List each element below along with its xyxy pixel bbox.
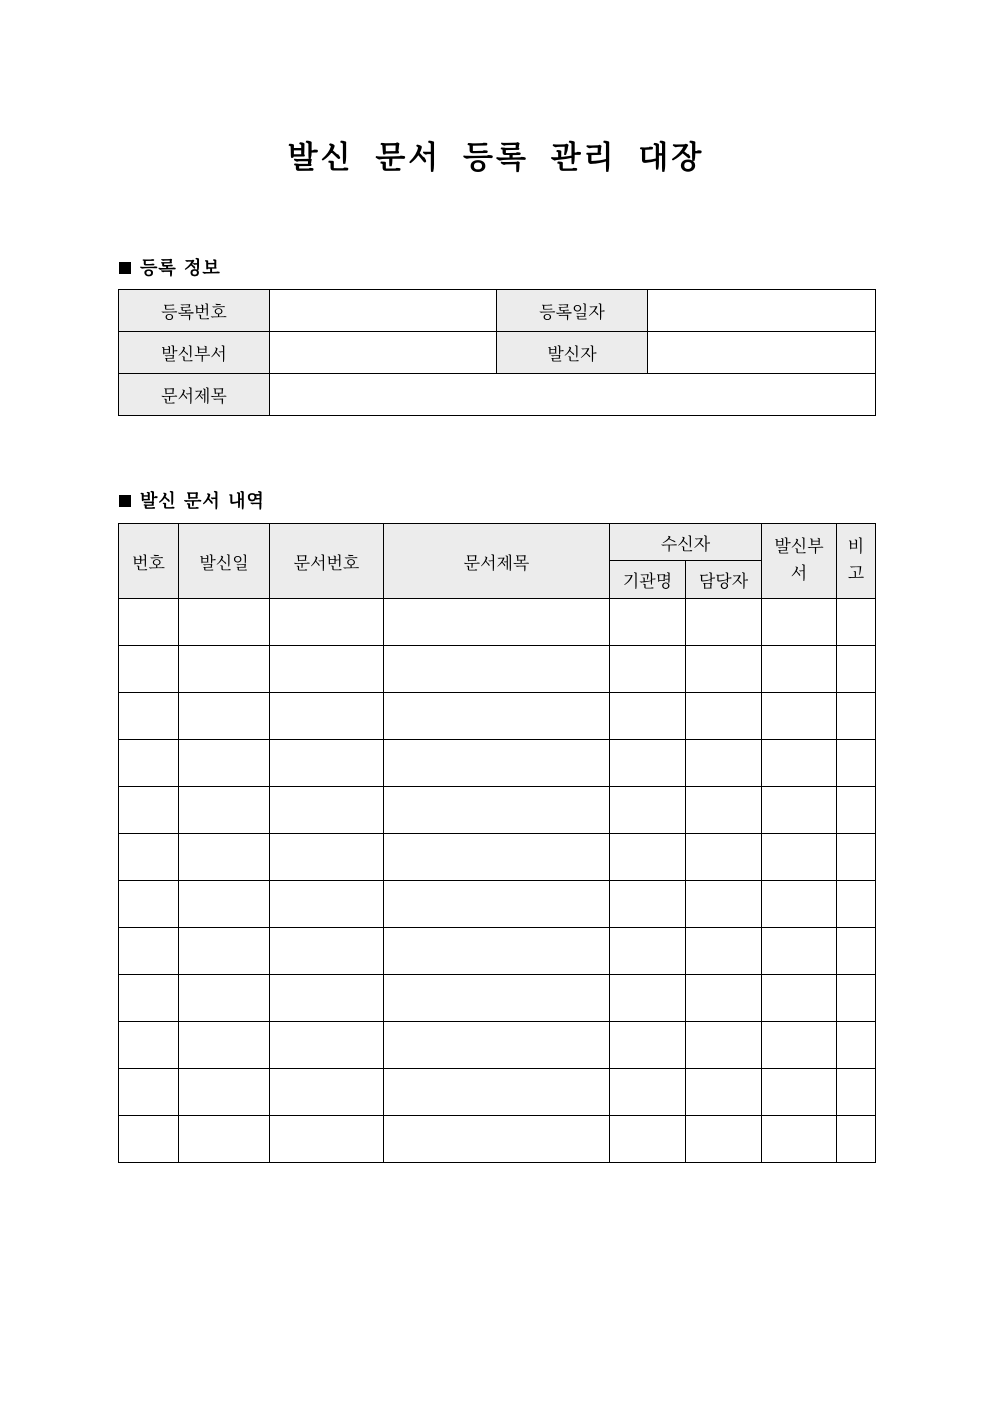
cell-agency[interactable] xyxy=(610,740,686,787)
cell-sending-dept[interactable] xyxy=(762,975,837,1022)
col-header-doc-number: 문서번호 xyxy=(270,524,384,599)
cell-doc-title[interactable] xyxy=(384,693,610,740)
cell-sending-dept[interactable] xyxy=(762,646,837,693)
cell-remarks[interactable] xyxy=(837,928,876,975)
cell-agency[interactable] xyxy=(610,881,686,928)
cell-remarks[interactable] xyxy=(837,1116,876,1163)
cell-doc-number[interactable] xyxy=(270,599,384,646)
cell-no[interactable] xyxy=(119,1116,179,1163)
cell-remarks[interactable] xyxy=(837,1069,876,1116)
cell-no[interactable] xyxy=(119,787,179,834)
cell-no[interactable] xyxy=(119,740,179,787)
cell-person-in-charge[interactable] xyxy=(686,787,762,834)
table-row xyxy=(119,881,876,928)
cell-doc-title[interactable] xyxy=(384,1069,610,1116)
cell-doc-number[interactable] xyxy=(270,881,384,928)
sending-dept-label: 발신부서 xyxy=(119,332,270,374)
cell-no[interactable] xyxy=(119,646,179,693)
cell-doc-title[interactable] xyxy=(384,1022,610,1069)
cell-agency[interactable] xyxy=(610,693,686,740)
cell-doc-number[interactable] xyxy=(270,740,384,787)
reg-number-label: 등록번호 xyxy=(119,290,270,332)
cell-agency[interactable] xyxy=(610,787,686,834)
remarks-header-line2: 고 xyxy=(847,564,865,584)
col-header-person-in-charge: 담당자 xyxy=(686,561,762,599)
sender-field[interactable] xyxy=(648,332,876,374)
cell-send-date[interactable] xyxy=(179,834,270,881)
sending-dept-header-line2: 서 xyxy=(790,564,808,584)
cell-send-date[interactable] xyxy=(179,975,270,1022)
col-header-agency: 기관명 xyxy=(610,561,686,599)
sent-documents-table xyxy=(118,523,876,1163)
registration-row xyxy=(119,374,876,416)
square-bullet-icon xyxy=(119,495,131,507)
cell-sending-dept[interactable] xyxy=(762,928,837,975)
table-row xyxy=(119,740,876,787)
cell-person-in-charge[interactable] xyxy=(686,1069,762,1116)
table-row xyxy=(119,1069,876,1116)
cell-no[interactable] xyxy=(119,1022,179,1069)
cell-doc-number[interactable] xyxy=(270,693,384,740)
table-row xyxy=(119,834,876,881)
cell-doc-number[interactable] xyxy=(270,834,384,881)
cell-no[interactable] xyxy=(119,834,179,881)
table-row xyxy=(119,1116,876,1163)
cell-agency[interactable] xyxy=(610,834,686,881)
cell-person-in-charge[interactable] xyxy=(686,975,762,1022)
col-header-send-date: 발신일 xyxy=(179,524,270,599)
registration-info-table xyxy=(118,289,876,416)
cell-sending-dept[interactable] xyxy=(762,599,837,646)
documents-section-heading xyxy=(119,487,265,513)
cell-person-in-charge[interactable] xyxy=(686,599,762,646)
table-row xyxy=(119,928,876,975)
cell-doc-number[interactable] xyxy=(270,1116,384,1163)
documents-table-body xyxy=(119,599,876,1163)
cell-send-date[interactable] xyxy=(179,646,270,693)
cell-no[interactable] xyxy=(119,1069,179,1116)
table-row xyxy=(119,1022,876,1069)
cell-sending-dept[interactable] xyxy=(762,1116,837,1163)
cell-doc-number[interactable] xyxy=(270,928,384,975)
square-bullet-icon xyxy=(119,262,131,274)
cell-agency[interactable] xyxy=(610,1022,686,1069)
cell-remarks[interactable] xyxy=(837,740,876,787)
cell-person-in-charge[interactable] xyxy=(686,1022,762,1069)
cell-send-date[interactable] xyxy=(179,1022,270,1069)
doc-title-field[interactable] xyxy=(270,374,876,416)
cell-remarks[interactable] xyxy=(837,1022,876,1069)
cell-remarks[interactable] xyxy=(837,787,876,834)
cell-doc-number[interactable] xyxy=(270,1022,384,1069)
cell-person-in-charge[interactable] xyxy=(686,881,762,928)
col-header-no: 번호 xyxy=(119,524,179,599)
cell-send-date[interactable] xyxy=(179,1069,270,1116)
cell-agency[interactable] xyxy=(610,1116,686,1163)
col-header-remarks xyxy=(837,524,876,599)
table-row xyxy=(119,787,876,834)
cell-doc-number[interactable] xyxy=(270,1069,384,1116)
cell-doc-title[interactable] xyxy=(384,834,610,881)
cell-person-in-charge[interactable] xyxy=(686,928,762,975)
cell-no[interactable] xyxy=(119,975,179,1022)
cell-send-date[interactable] xyxy=(179,693,270,740)
cell-agency[interactable] xyxy=(610,599,686,646)
col-header-recipient: 수신자 xyxy=(610,524,762,561)
cell-doc-title[interactable] xyxy=(384,599,610,646)
cell-doc-title[interactable] xyxy=(384,787,610,834)
cell-doc-number[interactable] xyxy=(270,646,384,693)
cell-person-in-charge[interactable] xyxy=(686,646,762,693)
registration-heading-text: 등록 정보 xyxy=(140,258,221,279)
cell-agency[interactable] xyxy=(610,646,686,693)
cell-doc-title[interactable] xyxy=(384,881,610,928)
cell-remarks[interactable] xyxy=(837,975,876,1022)
cell-send-date[interactable] xyxy=(179,740,270,787)
cell-no[interactable] xyxy=(119,693,179,740)
cell-doc-title[interactable] xyxy=(384,740,610,787)
sending-dept-header-line1: 발신부 xyxy=(774,537,824,557)
cell-sending-dept[interactable] xyxy=(762,787,837,834)
cell-send-date[interactable] xyxy=(179,1116,270,1163)
cell-no[interactable] xyxy=(119,881,179,928)
table-row xyxy=(119,646,876,693)
registration-row xyxy=(119,332,876,374)
cell-sending-dept[interactable] xyxy=(762,1069,837,1116)
cell-sending-dept[interactable] xyxy=(762,1022,837,1069)
cell-send-date[interactable] xyxy=(179,881,270,928)
sending-dept-field[interactable] xyxy=(270,332,497,374)
cell-person-in-charge[interactable] xyxy=(686,740,762,787)
cell-person-in-charge[interactable] xyxy=(686,693,762,740)
cell-doc-number[interactable] xyxy=(270,787,384,834)
reg-number-field[interactable] xyxy=(270,290,497,332)
table-row xyxy=(119,975,876,1022)
cell-doc-title[interactable] xyxy=(384,646,610,693)
sender-label: 발신자 xyxy=(497,332,648,374)
cell-agency[interactable] xyxy=(610,928,686,975)
cell-doc-title[interactable] xyxy=(384,975,610,1022)
reg-date-label: 등록일자 xyxy=(497,290,648,332)
cell-remarks[interactable] xyxy=(837,693,876,740)
cell-send-date[interactable] xyxy=(179,928,270,975)
cell-sending-dept[interactable] xyxy=(762,740,837,787)
registration-section-heading xyxy=(119,254,221,280)
cell-doc-title[interactable] xyxy=(384,928,610,975)
table-header-row xyxy=(119,524,876,561)
cell-person-in-charge[interactable] xyxy=(686,1116,762,1163)
cell-remarks[interactable] xyxy=(837,646,876,693)
cell-send-date[interactable] xyxy=(179,599,270,646)
reg-date-field[interactable] xyxy=(648,290,876,332)
cell-remarks[interactable] xyxy=(837,834,876,881)
cell-remarks[interactable] xyxy=(837,599,876,646)
col-header-sending-dept xyxy=(762,524,837,599)
doc-title-label: 문서제목 xyxy=(119,374,270,416)
cell-doc-number[interactable] xyxy=(270,975,384,1022)
cell-send-date[interactable] xyxy=(179,787,270,834)
cell-person-in-charge[interactable] xyxy=(686,834,762,881)
cell-sending-dept[interactable] xyxy=(762,834,837,881)
col-header-doc-title: 문서제목 xyxy=(384,524,610,599)
cell-agency[interactable] xyxy=(610,975,686,1022)
cell-agency[interactable] xyxy=(610,1069,686,1116)
cell-remarks[interactable] xyxy=(837,881,876,928)
table-row xyxy=(119,693,876,740)
cell-sending-dept[interactable] xyxy=(762,881,837,928)
cell-no[interactable] xyxy=(119,928,179,975)
page-title: 발신 문서 등록 관리 대장 xyxy=(287,140,705,176)
cell-no[interactable] xyxy=(119,599,179,646)
cell-sending-dept[interactable] xyxy=(762,693,837,740)
remarks-header-line1: 비 xyxy=(847,537,865,557)
documents-heading-text: 발신 문서 내역 xyxy=(140,491,265,512)
cell-doc-title[interactable] xyxy=(384,1116,610,1163)
registration-row xyxy=(119,290,876,332)
table-row xyxy=(119,599,876,646)
